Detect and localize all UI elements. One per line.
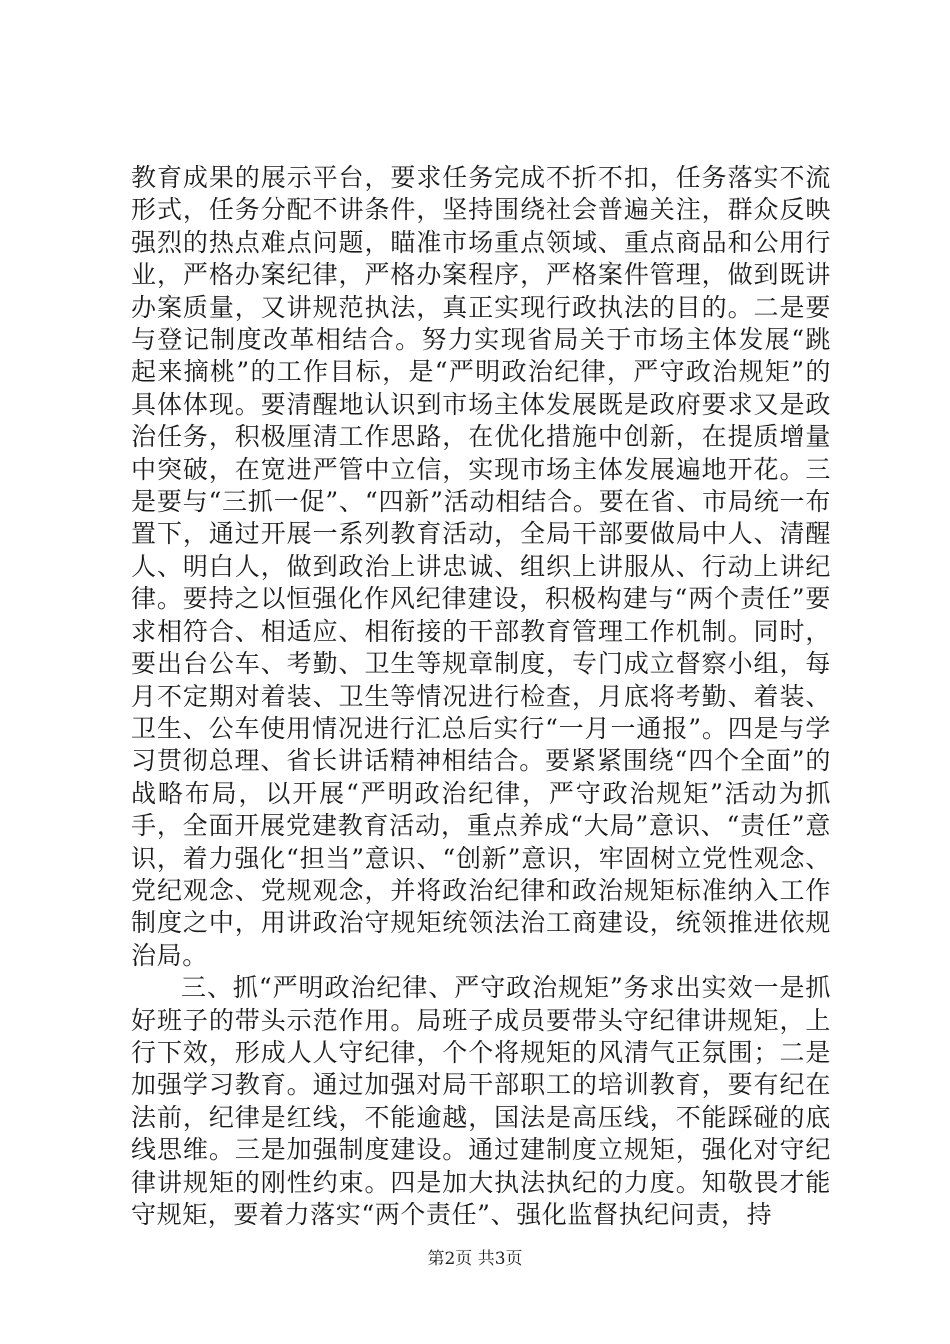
paragraph-section-three: 三、抓“严明政治纪律、严守政治规矩”务求出实效一是抓好班子的带头示范作用。局班子成员要带头守纪律讲规矩，上行下效，形成人人守纪律，个个将规矩的风清气正氛围；二是加强学习教育。通过加强对局干部职工的培训教育，要有纪在法前，纪律是红线，不能逾越，国法是高压线，不能踩碰的底线思维。三是加强制度建设。通过建制度立规矩，强化对守纪律讲规矩的刚性约束。四是加大执法执纪的力度。知敬畏才能守规矩，要着力落实“两个责任”、强化监督执纪问责，持 xyxy=(131,973,831,1229)
document-body xyxy=(131,162,831,1231)
page-footer: 第2页 共3页 xyxy=(427,1249,523,1269)
paragraph-continuation: 教育成果的展示平台，要求任务完成不折不扣，任务落实不流形式，任务分配不讲条件，坚持围绕社会普遍关注，群众反映强烈的热点难点问题，瞄准市场重点领域、重点商品和公用行业，严格办案纪律，严格办案程序，严格案件管理，做到既讲办案质量，又讲规范执法，真正实现行政执法的目的。二是要与登记制度改革相结合。努力实现省局关于市场主体发展“跳起来摘桃”的工作目标，是“严明政治纪律，严守政治规矩”的具体体现。要清醒地认识到市场主体发展既是政府要求又是政治任务，积极厘清工作思路，在优化措施中创新，在提质增量中突破，在宽进严管中立信，实现市场主体发展遍地开花。三是要与“三抓一促”、“四新”活动相结合。要在省、市局统一布置下，通过开展一系列教育活动，全局干部要做局中人、清醒人、明白人，做到政治上讲忠诚、组织上讲服从、行动上讲纪律。要持之以恒强化作风纪律建设，积极构建与“两个责任”要求相符合、相适应、相衔接的干部教育管理工作机制。同时，要出台公车、考勤、卫生等规章制度，专门成立督察小组，每月不定期对着装、卫生等情况进行检查，月底将考勤、着装、卫生、公车使用情况进行汇总后实行“一月一通报”。四是与学习贯彻总理、省长讲话精神相结合。要紧紧围绕“四个全面”的战略布局，以开展“严明政治纪律，严守政治规矩”活动为抓手，全面开展党建教育活动，重点养成“大局”意识、“责任”意识，着力强化“担当”意识、“创新”意识，牢固树立党性观念、党纪观念、党规观念，并将政治纪律和政治规矩标准纳入工作制度之中，用讲政治守规矩统领法治工商建设，统领推进依规治局。 xyxy=(131,163,831,970)
